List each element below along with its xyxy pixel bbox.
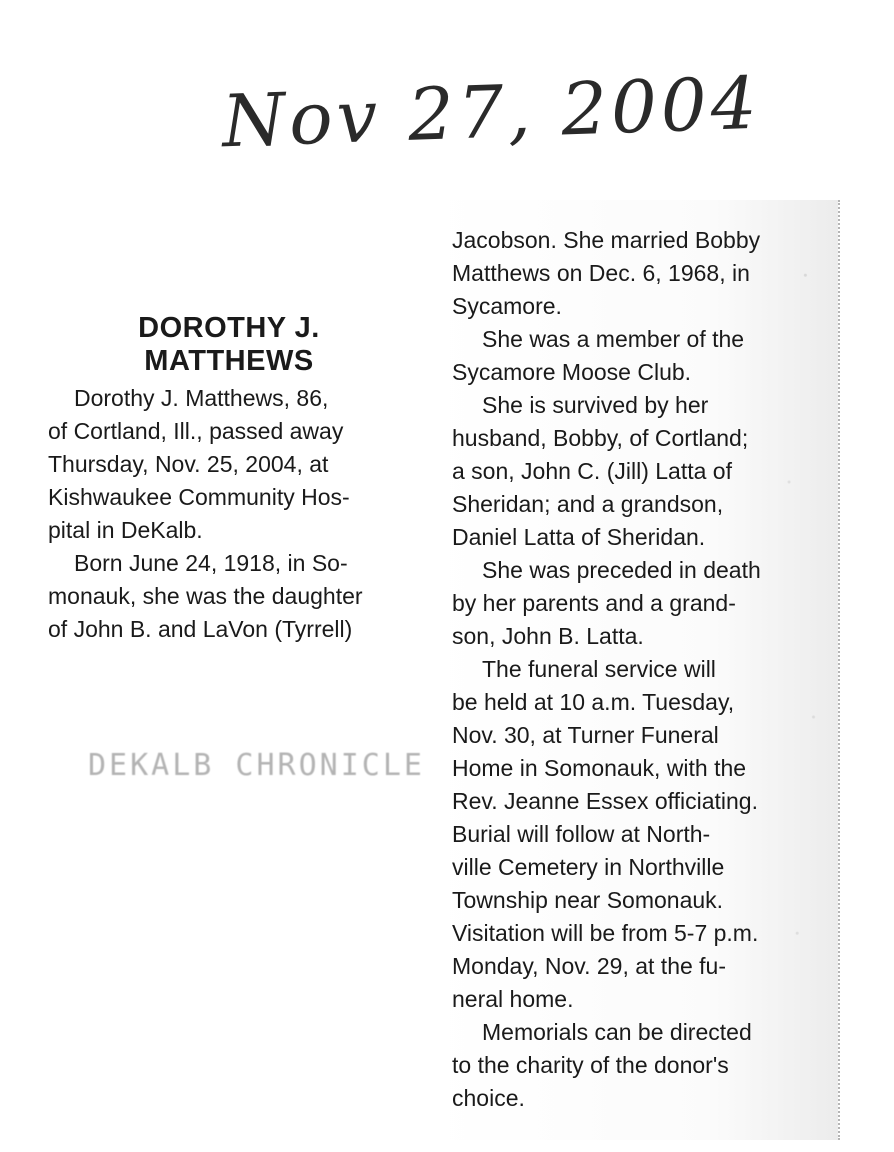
text-line: Nov. 30, at Turner Funeral (452, 722, 719, 748)
text-line: to the charity of the donor's (452, 1052, 729, 1078)
text-line: Burial will follow at North- (452, 821, 711, 847)
text-line: Visitation will be from 5-7 p.m. (452, 920, 759, 946)
text-line: Daniel Latta of Sheridan. (452, 524, 706, 550)
paragraph-death-notice (48, 382, 410, 547)
text-line: Sycamore. (452, 293, 562, 319)
headline-line-1: DOROTHY J. (138, 312, 320, 344)
text-line: Rev. Jeanne Essex officiating. (452, 788, 758, 814)
headline-line-2: MATTHEWS (144, 345, 314, 377)
text-line: be held at 10 a.m. Tuesday, (452, 689, 735, 715)
text-line: son, John B. Latta. (452, 623, 644, 649)
text-line: Jacobson. She married Bobby (452, 227, 761, 253)
paragraph-birth (48, 547, 410, 646)
handwritten-date: Nov 27, 2004 (220, 60, 762, 164)
text-line: a son, John C. (Jill) Latta of (452, 458, 732, 484)
text-line: choice. (452, 1085, 525, 1111)
text-line: Kishwaukee Community Hos- (48, 484, 350, 510)
paragraph-memorials (452, 1016, 832, 1115)
paragraph-marriage (452, 224, 832, 323)
paragraph-funeral-service (452, 653, 832, 1016)
newspaper-stamp: DEKALB CHRONICLE (88, 748, 425, 783)
text-line: Thursday, Nov. 25, 2004, at (48, 451, 329, 477)
text-line: She was preceded in death (482, 557, 761, 583)
text-line: by her parents and a grand- (452, 590, 736, 616)
text-line: Sheridan; and a grandson, (452, 491, 724, 517)
text-line: of John B. and LaVon (Tyrrell) (48, 616, 353, 642)
left-column (48, 312, 410, 646)
right-column-text (452, 224, 832, 1115)
paragraph-survivors (452, 389, 832, 554)
text-line: The funeral service will (482, 656, 716, 682)
text-line: Memorials can be directed (482, 1019, 752, 1045)
text-line: monauk, she was the daughter (48, 583, 363, 609)
text-line: Sycamore Moose Club. (452, 359, 692, 385)
text-line: Home in Somonauk, with the (452, 755, 747, 781)
paragraph-membership (452, 323, 832, 389)
text-line: Township near Somonauk. (452, 887, 724, 913)
text-line: She is survived by her (482, 392, 709, 418)
text-line: husband, Bobby, of Cortland; (452, 425, 749, 451)
text-line: Matthews on Dec. 6, 1968, in (452, 260, 750, 286)
paragraph-preceded (452, 554, 832, 653)
text-line: ville Cemetery in Northville (452, 854, 725, 880)
obituary-headline (48, 312, 410, 378)
text-line: Monday, Nov. 29, at the fu- (452, 953, 727, 979)
text-line: Born June 24, 1918, in So- (74, 550, 348, 576)
text-line: Dorothy J. Matthews, 86, (74, 385, 329, 411)
right-column-clipping (430, 200, 840, 1140)
text-line: neral home. (452, 986, 574, 1012)
text-line: pital in DeKalb. (48, 517, 203, 543)
text-line: She was a member of the (482, 326, 745, 352)
text-line: of Cortland, Ill., passed away (48, 418, 344, 444)
